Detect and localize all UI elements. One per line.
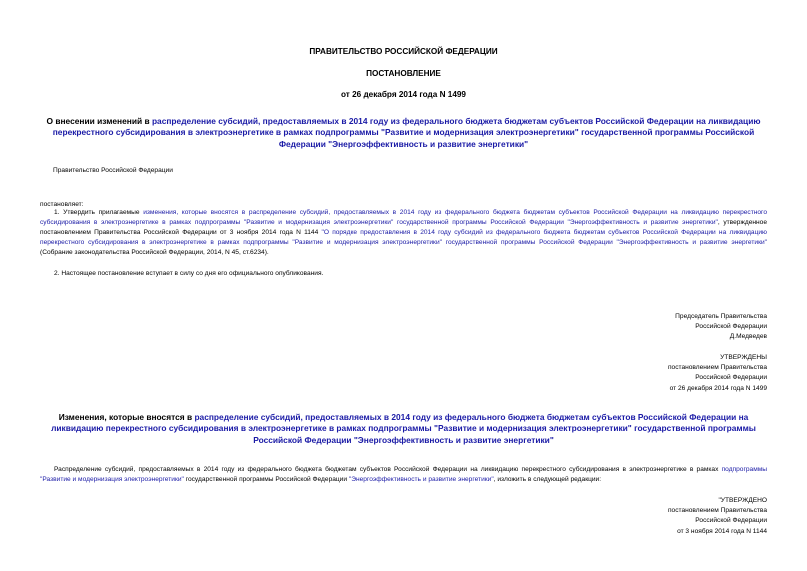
signature-line: Д.Медведев: [729, 333, 767, 341]
signature-line: Российской Федерации: [695, 323, 767, 331]
signature-line: Председатель Правительства: [675, 313, 767, 320]
title-link[interactable]: распределение субсидий, предоставляемых в 2014 году из федерального бюджета бюджетам субъектов Российской Федерации на ликвидацию перекрестного субсидирования в электроэнергетике в рамках подпрограммы "Развитие и модернизация электроэнергетики" государственной программы Российской Федерации "Энергоэффективность и развитие энергетики": [52, 116, 761, 149]
changes-title-link[interactable]: распределение субсидий, предоставляемых в 2014 году из федерального бюджета бюджетам субъектов Российской Федерации на ликвидацию перекрестного субсидирования в электроэнергетике в рамках подпрограммы "Развитие и модернизация электроэнергетики" государственной программы Российской Федерации "Энергоэффективность и развитие энергетики": [51, 412, 756, 445]
approval-line: Российской Федерации: [695, 374, 767, 382]
item1-changes-link[interactable]: изменения, которые вносятся в распределение субсидий, предоставляемых в 2014 году из федерального бюджета бюджетам субъектов Российской Федерации на ликвидацию перекрестного субсидирования в электроэнергетике в рамках подпрограммы "Развитие и модернизация электроэнергетики" государственной программы Российской Федерации "Энергоэффективность и развитие энергетики": [40, 209, 767, 227]
paragraph-item-1: [40, 208, 767, 258]
document-date-number: от 26 декабря 2014 года N 1499: [341, 90, 466, 99]
item1-text-a: 1. Утвердить прилагаемые: [54, 209, 144, 216]
approval-block: [668, 353, 767, 394]
approval2-line: Российской Федерации: [695, 517, 767, 525]
item1-text-c: (Собрание законодательства Российской Федерации, 2014, N 45, ст.6234).: [40, 249, 269, 257]
resolves-line: постановляет:: [40, 201, 84, 208]
approval2-line: постановлением Правительства: [667, 507, 767, 515]
approval2-line: "УТВЕРЖДЕНО: [718, 497, 767, 504]
intro-text-b: государственной программы Российской Федерации: [183, 476, 349, 484]
approval-line: УТВЕРЖДЕНЫ: [720, 354, 767, 361]
approval-block-2: [668, 496, 767, 537]
changes-title-prefix: Изменения, которые вносятся в: [58, 412, 195, 422]
approval2-line: от 3 ноября 2014 года N 1144: [677, 527, 767, 535]
intro-subprogram-link[interactable]: подпрограммы "Развитие и модернизация электроэнергетики": [40, 466, 767, 484]
intro-text-a: Распределение субсидий, предоставляемых в 2014 году из федерального бюджета бюджетам субъектов Российской Федерации на ликвидацию перекрестного субсидирования в электроэнергетике в рамках: [54, 466, 722, 473]
approval-line: постановлением Правительства: [667, 364, 767, 372]
government-heading: ПРАВИТЕЛЬСТВО РОССИЙСКОЙ ФЕДЕРАЦИИ: [309, 47, 498, 56]
intro-text-c: , изложить в следующей редакции:: [493, 476, 602, 484]
document-title: [40, 116, 767, 150]
document-type-heading: ПОСТАНОВЛЕНИЕ: [366, 69, 441, 78]
item1-text-b: , утвержденное постановлением Правительства Российской Федерации от 3 ноября 2014 года N 1144: [40, 219, 767, 237]
intro-paragraph: [40, 465, 767, 485]
government-line: Правительство Российской Федерации: [53, 167, 173, 174]
changes-title: [40, 412, 767, 446]
title-prefix: О внесении изменений в: [46, 116, 152, 126]
intro-program-link[interactable]: "Энергоэффективность и развитие энергетики": [348, 476, 494, 484]
paragraph-item-2: 2. Настоящее постановление вступает в силу со дня его официального опубликования.: [54, 270, 324, 277]
signature-block: [675, 312, 767, 343]
approval-line: от 26 декабря 2014 года N 1499: [669, 384, 767, 392]
item1-decree-link[interactable]: "О порядке предоставления в 2014 году субсидий из федерального бюджета бюджетам субъектов Российской Федерации на ликвидацию перекрестного субсидирования в электроэнергетике в рамках подпрограммы "Развитие и модернизация электроэнергетики" государственной программы Российской Федерации "Энергоэффективность и развитие энергетики": [40, 229, 767, 247]
